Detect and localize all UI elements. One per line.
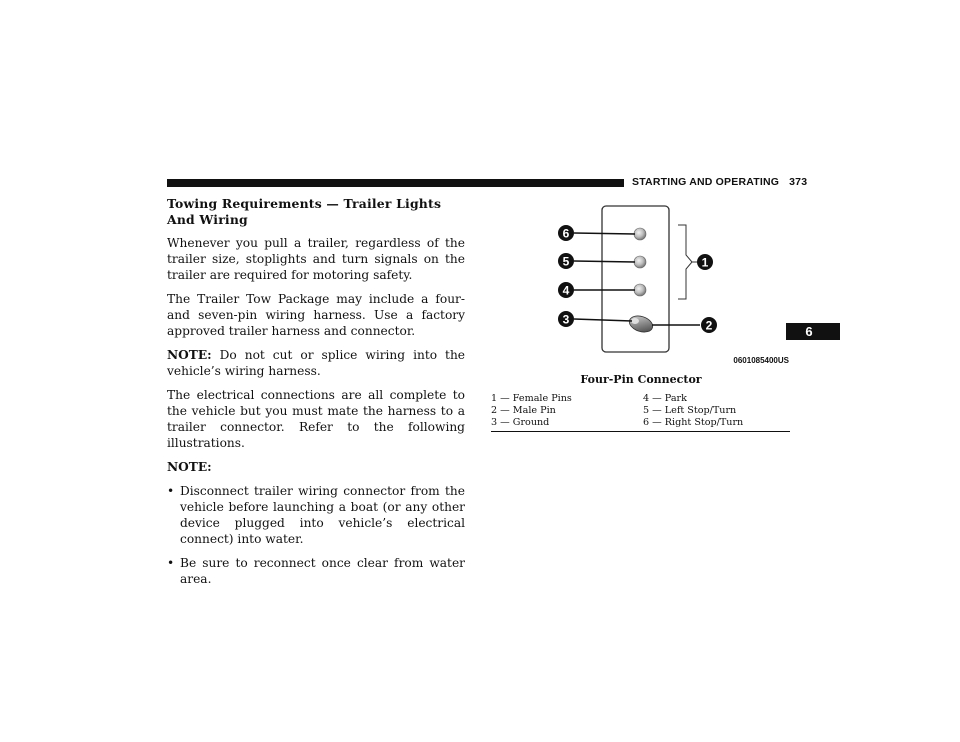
note-label-line [167, 459, 465, 475]
female-pin-6 [634, 228, 646, 240]
callout-6 [558, 225, 574, 241]
female-pin-5 [634, 256, 646, 268]
list-item-text: Disconnect trailer wiring connector from the vehicle before launching a boat (or any other device plugged into vehicle’s electrical connect) into water. [180, 484, 465, 546]
chapter-tab [786, 323, 840, 340]
note-label: NOTE: [167, 348, 212, 362]
paragraph: The electrical connections are all complete to the vehicle but you must mate the harness to a trailer connector. Refer to the following illustrations. [167, 388, 465, 450]
legend-entry: 6 — Right Stop/Turn [643, 417, 744, 428]
note-label: NOTE: [167, 460, 212, 474]
callout-2 [701, 317, 717, 333]
callout-label: 2 [705, 318, 713, 333]
callout-3 [558, 311, 574, 327]
leader-line-5 [574, 261, 635, 262]
figure-caption: Four-Pin Connector [580, 373, 702, 386]
note-text: Do not cut or splice wiring into the vehicle’s wiring harness. [167, 348, 466, 378]
legend-row [491, 393, 790, 405]
callout-label: 6 [562, 226, 570, 241]
list-item [167, 555, 465, 587]
female-pin-4 [634, 284, 646, 296]
callout-label: 4 [562, 283, 570, 298]
main-text-column [167, 196, 465, 595]
note-paragraph [167, 347, 465, 379]
legend-entry: 2 — Male Pin [491, 405, 556, 416]
note-bullet-list [167, 483, 465, 587]
figure-code: 0601085400US [733, 356, 789, 365]
leader-line-6 [574, 233, 635, 234]
legend-entry: 4 — Park [643, 393, 687, 404]
legend-row [491, 405, 790, 417]
callout-label: 5 [562, 254, 570, 269]
paragraph: The Trailer Tow Package may include a four- and seven-pin wiring harness. Use a factory approved trailer harness and connector. [167, 292, 465, 338]
legend-entry: 3 — Ground [491, 417, 550, 428]
callout-4 [558, 282, 574, 298]
paragraph: Whenever you pull a trailer, regardless of the trailer size, stoplights and turn signals on the trailer are required for motoring safety. [167, 236, 465, 282]
section-title: STARTING AND OPERATING [632, 176, 780, 188]
callout-5 [558, 253, 574, 269]
bullet-icon: • [167, 484, 175, 498]
header-rule [167, 179, 624, 187]
list-item-text: Be sure to reconnect once clear from water area. [180, 556, 465, 586]
female-pins-bracket [678, 225, 692, 299]
figure-legend [491, 393, 790, 432]
legend-entry: 5 — Left Stop/Turn [643, 405, 737, 416]
callout-label: 1 [701, 255, 709, 270]
legend-row [491, 417, 790, 429]
running-header [632, 176, 807, 188]
list-item [167, 483, 465, 547]
callout-label: 3 [562, 312, 570, 327]
callout-1 [697, 254, 713, 270]
bullet-icon: • [167, 556, 175, 570]
chapter-tab-number: 6 [805, 324, 813, 339]
section-heading: Towing Requirements — Trailer Lights And Wiring [167, 196, 442, 227]
four-pin-connector-figure [554, 201, 794, 366]
legend-entry: 1 — Female Pins [491, 393, 572, 404]
page-number: 373 [789, 176, 808, 188]
